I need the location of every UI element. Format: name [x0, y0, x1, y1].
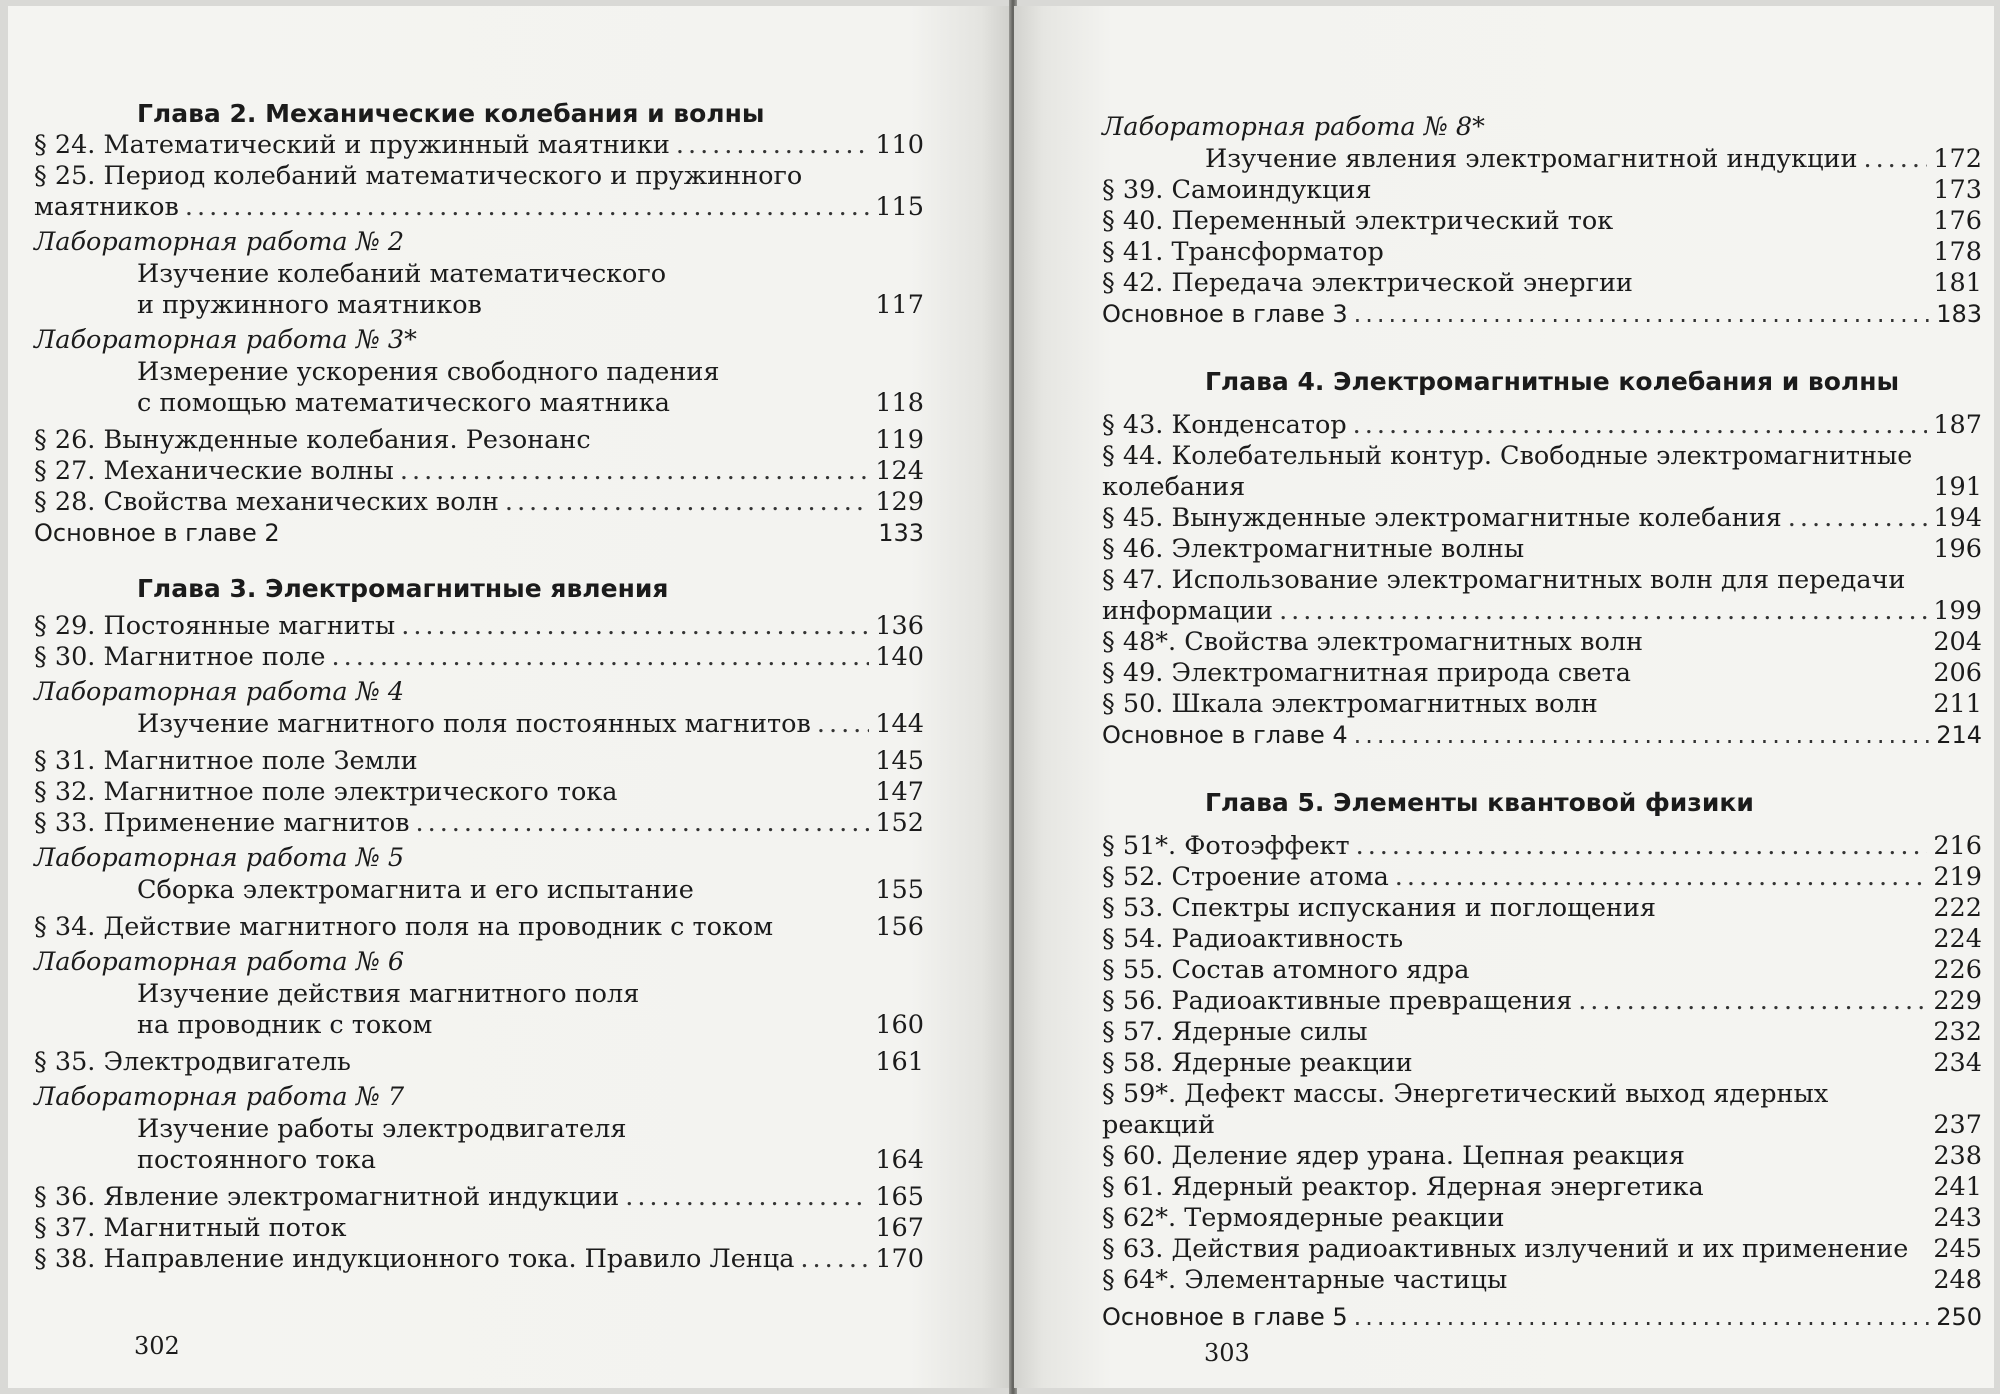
toc-entry-s64[interactable] — [1102, 1265, 1982, 1296]
entry-label: § 57. Ядерные силы — [1102, 1017, 1368, 1047]
toc-entry-s57[interactable] — [1102, 1017, 1982, 1048]
toc-entry-s26[interactable] — [34, 425, 924, 456]
entry-label: § 52. Строение атома — [1102, 862, 1389, 892]
entry-page: 204 — [1933, 627, 1982, 657]
entry-label: информации — [1102, 596, 1274, 626]
toc-entry-lab7[interactable] — [34, 1145, 924, 1176]
entry-page: 178 — [1933, 237, 1982, 267]
entry-label: § 45. Вынужденные электромагнитные колебания — [1102, 503, 1782, 533]
toc-entry-s63[interactable] — [1102, 1234, 1982, 1265]
toc-entry-s28[interactable] — [34, 487, 924, 518]
entry-label: § 36. Явление электромагнитной индукции — [34, 1182, 620, 1212]
chapter-3-title: Глава 3. Электромагнитные явления — [137, 574, 669, 603]
lab-6-title: Лабораторная работа № 6 — [34, 947, 405, 977]
entry-label: § 42. Передача электрической энергии — [1102, 268, 1633, 298]
entry-label: § 32. Магнитное поле электрического тока — [34, 777, 618, 807]
entry-page: 176 — [1933, 206, 1982, 236]
entry-label: § 64*. Элементарные частицы — [1102, 1265, 1508, 1295]
entry-page: 147 — [875, 777, 924, 807]
leader-dots — [331, 642, 869, 673]
entry-page: 229 — [1933, 986, 1982, 1016]
entry-page: 155 — [875, 875, 924, 905]
entry-page: 232 — [1933, 1017, 1982, 1047]
entry-page: 170 — [875, 1244, 924, 1274]
entry-page: 172 — [1933, 144, 1982, 174]
toc-entry-s25[interactable] — [34, 192, 924, 223]
entry-label: и пружинного маятников — [137, 290, 482, 320]
toc-entry-lab4[interactable] — [34, 709, 924, 740]
lab-7-title: Лабораторная работа № 7 — [34, 1082, 405, 1112]
entry-page: 167 — [875, 1213, 924, 1243]
entry-label: § 29. Постоянные магниты — [34, 611, 396, 641]
toc-entry-s48[interactable] — [1102, 627, 1982, 658]
toc-entry-s41[interactable] — [1102, 237, 1982, 268]
toc-entry-s62[interactable] — [1102, 1203, 1982, 1234]
entry-page: 241 — [1933, 1172, 1982, 1202]
entry-page: 181 — [1933, 268, 1982, 298]
entry-label: Основное в главе 3 — [1102, 300, 1348, 328]
toc-entry-s59[interactable] — [1102, 1110, 1982, 1141]
entry-label: § 37. Магнитный поток — [34, 1213, 347, 1243]
lab-5-title: Лабораторная работа № 5 — [34, 843, 405, 873]
entry-page: 219 — [1933, 862, 1982, 892]
entry-page: 144 — [875, 709, 924, 739]
entry-label: § 27. Механические волны — [34, 456, 394, 486]
entry-page: 222 — [1933, 893, 1982, 923]
entry-label: Сборка электромагнита и его испытание — [137, 875, 694, 905]
toc-entry-s44[interactable] — [1102, 472, 1982, 503]
entry-page: 117 — [875, 290, 924, 320]
entry-label: § 61. Ядерный реактор. Ядерная энергетика — [1102, 1172, 1704, 1202]
entry-label: Основное в главе 2 — [34, 519, 280, 547]
entry-label: § 38. Направление индукционного тока. Правило Ленца — [34, 1244, 795, 1274]
entry-page: 136 — [875, 611, 924, 641]
toc-entry-lab6[interactable] — [34, 1010, 924, 1041]
entry-label: Основное в главе 4 — [1102, 721, 1348, 749]
leader-dots — [625, 1182, 869, 1213]
lab-3-title: Лабораторная работа № 3* — [34, 325, 417, 355]
entry-page: 226 — [1933, 955, 1982, 985]
entry-page: 152 — [875, 808, 924, 838]
entry-page: 211 — [1933, 689, 1982, 719]
entry-label: § 58. Ядерные реакции — [1102, 1048, 1413, 1078]
entry-page: 164 — [875, 1145, 924, 1175]
entry-label: с помощью математического маятника — [137, 388, 670, 418]
chapter-5-title: Глава 5. Элементы квантовой физики — [1205, 788, 1754, 817]
toc-entry-s52[interactable] — [1102, 862, 1982, 893]
lab-3-line1: Измерение ускорения свободного падения — [137, 357, 720, 387]
page-number-left: 302 — [134, 1332, 180, 1360]
toc-entry-lab8[interactable] — [1102, 144, 1982, 175]
toc-entry-summary-5[interactable] — [1102, 1302, 1982, 1333]
toc-entry-s35[interactable] — [34, 1047, 924, 1078]
leader-dots — [1354, 720, 1931, 751]
toc-entry-summary-4[interactable] — [1102, 720, 1982, 751]
left-toc-column — [34, 98, 924, 1275]
entry-label: Основное в главе 5 — [1102, 1303, 1348, 1331]
entry-label: § 55. Состав атомного ядра — [1102, 955, 1470, 985]
leader-dots — [1354, 299, 1931, 330]
entry-page: 196 — [1933, 534, 1982, 564]
chapter-2-title: Глава 2. Механические колебания и волны — [137, 99, 765, 128]
entry-label: § 40. Переменный электрический ток — [1102, 206, 1614, 236]
entry-label: § 34. Действие магнитного поля на проводник с током — [34, 912, 774, 942]
leader-dots — [185, 192, 869, 223]
toc-entry-s38[interactable] — [34, 1244, 924, 1275]
entry-page: 145 — [875, 746, 924, 776]
entry-label: § 35. Электродвигатель — [34, 1047, 351, 1077]
entry-label: § 63. Действия радиоактивных излучений и их применение — [1102, 1234, 1909, 1264]
entry-page: 245 — [1933, 1234, 1982, 1264]
toc-entry-s45[interactable] — [1102, 503, 1982, 534]
toc-entry-s44-line1: § 44. Колебательный контур. Свободные электромагнитные — [1102, 441, 1913, 471]
leader-dots — [817, 709, 869, 740]
entry-label: реакций — [1102, 1110, 1215, 1140]
leader-dots — [1353, 410, 1928, 441]
lab-6-line1: Изучение действия магнитного поля — [137, 979, 640, 1009]
leader-dots — [401, 611, 869, 642]
leader-dots — [1279, 596, 1927, 627]
entry-page: 187 — [1933, 410, 1982, 440]
entry-label: § 41. Трансформатор — [1102, 237, 1384, 267]
entry-label: § 28. Свойства механических волн — [34, 487, 499, 517]
page-number-right: 303 — [1204, 1339, 1250, 1367]
leader-dots — [1354, 1302, 1931, 1333]
entry-label: § 49. Электромагнитная природа света — [1102, 658, 1631, 688]
toc-entry-s51[interactable] — [1102, 831, 1982, 862]
toc-entry-s59-line1: § 59*. Дефект массы. Энергетический выход ядерных — [1102, 1079, 1829, 1109]
toc-entry-s55[interactable] — [1102, 955, 1982, 986]
entry-label: Изучение магнитного поля постоянных магнитов — [137, 709, 811, 739]
entry-page: 160 — [875, 1010, 924, 1040]
leader-dots — [1395, 862, 1928, 893]
entry-page: 133 — [878, 519, 924, 547]
entry-page: 191 — [1933, 472, 1982, 502]
entry-label: § 24. Математический и пружинный маятники — [34, 130, 670, 160]
entry-page: 156 — [875, 912, 924, 942]
entry-page: 216 — [1933, 831, 1982, 861]
toc-entry-summary-3[interactable] — [1102, 299, 1982, 330]
leader-dots — [505, 487, 869, 518]
entry-label: колебания — [1102, 472, 1246, 502]
lab-2-title: Лабораторная работа № 2 — [34, 227, 405, 257]
toc-entry-s53[interactable] — [1102, 893, 1982, 924]
entry-label: § 60. Деление ядер урана. Цепная реакция — [1102, 1141, 1685, 1171]
entry-label: § 48*. Свойства электромагнитных волн — [1102, 627, 1644, 657]
toc-entry-s27[interactable] — [34, 456, 924, 487]
toc-entry-s33[interactable] — [34, 808, 924, 839]
entry-label: § 54. Радиоактивность — [1102, 924, 1404, 954]
entry-label: маятников — [34, 192, 179, 222]
toc-entry-s42[interactable] — [1102, 268, 1982, 299]
lab-4-title: Лабораторная работа № 4 — [34, 677, 405, 707]
entry-page: 250 — [1936, 1303, 1982, 1331]
leader-dots — [1863, 144, 1927, 175]
toc-entry-s36[interactable] — [34, 1182, 924, 1213]
toc-entry-s58[interactable] — [1102, 1048, 1982, 1079]
leader-dots — [415, 808, 869, 839]
entry-label: § 46. Электромагнитные волны — [1102, 534, 1525, 564]
toc-entry-s24[interactable] — [34, 130, 924, 161]
entry-page: 194 — [1933, 503, 1982, 533]
lab-8-title: Лабораторная работа № 8* — [1102, 112, 1485, 142]
toc-entry-lab5[interactable] — [34, 875, 924, 906]
entry-page: 237 — [1933, 1110, 1982, 1140]
leader-dots — [1578, 986, 1927, 1017]
left-page — [8, 6, 1011, 1388]
entry-label: на проводник с током — [137, 1010, 433, 1040]
entry-page: 199 — [1933, 596, 1982, 626]
toc-entry-s60[interactable] — [1102, 1141, 1982, 1172]
right-page — [1014, 6, 1994, 1388]
toc-entry-s32[interactable] — [34, 777, 924, 808]
leader-dots — [800, 1244, 869, 1275]
entry-label: § 53. Спектры испускания и поглощения — [1102, 893, 1657, 923]
lab-2-line1: Изучение колебаний математического — [137, 259, 667, 289]
entry-label: § 51*. Фотоэффект — [1102, 831, 1350, 861]
entry-page: 206 — [1933, 658, 1982, 688]
toc-entry-s43[interactable] — [1102, 410, 1982, 441]
toc-entry-s47-line1: § 47. Использование электромагнитных волн для передачи — [1102, 565, 1906, 595]
entry-page: 224 — [1933, 924, 1982, 954]
entry-page: 119 — [875, 425, 924, 455]
toc-entry-s46[interactable] — [1102, 534, 1982, 565]
toc-entry-s56[interactable] — [1102, 986, 1982, 1017]
entry-page: 173 — [1933, 175, 1982, 205]
entry-page: 165 — [875, 1182, 924, 1212]
toc-entry-lab3[interactable] — [34, 388, 924, 419]
toc-entry-s40[interactable] — [1102, 206, 1982, 237]
entry-page: 140 — [875, 642, 924, 672]
entry-label: § 62*. Термоядерные реакции — [1102, 1203, 1505, 1233]
entry-page: 129 — [875, 487, 924, 517]
entry-page: 118 — [875, 388, 924, 418]
entry-label: § 50. Шкала электромагнитных волн — [1102, 689, 1598, 719]
entry-label: § 31. Магнитное поле Земли — [34, 746, 418, 776]
toc-entry-s34[interactable] — [34, 912, 924, 943]
leader-dots — [1356, 831, 1928, 862]
toc-entry-summary-2[interactable] — [34, 518, 924, 549]
toc-entry-s50[interactable] — [1102, 689, 1982, 720]
entry-page: 234 — [1933, 1048, 1982, 1078]
toc-entry-s37[interactable] — [34, 1213, 924, 1244]
entry-label: § 26. Вынужденные колебания. Резонанс — [34, 425, 591, 455]
entry-label: Изучение явления электромагнитной индукции — [1205, 144, 1858, 174]
toc-entry-s31[interactable] — [34, 746, 924, 777]
toc-entry-s30[interactable] — [34, 642, 924, 673]
toc-entry-s61[interactable] — [1102, 1172, 1982, 1203]
chapter-4-title: Глава 4. Электромагнитные колебания и волны — [1205, 367, 1900, 396]
entry-page: 243 — [1933, 1203, 1982, 1233]
entry-page: 238 — [1933, 1141, 1982, 1171]
entry-page: 161 — [875, 1047, 924, 1077]
entry-page: 183 — [1936, 300, 1982, 328]
lab-7-line1: Изучение работы электродвигателя — [137, 1114, 627, 1144]
entry-page: 124 — [875, 456, 924, 486]
leader-dots — [1788, 503, 1928, 534]
toc-entry-s47[interactable] — [1102, 596, 1982, 627]
entry-page: 214 — [1936, 721, 1982, 749]
toc-entry-s25-line1: § 25. Период колебаний математического и пружинного — [34, 161, 803, 191]
toc-entry-s49[interactable] — [1102, 658, 1982, 689]
toc-entry-s54[interactable] — [1102, 924, 1982, 955]
toc-entry-lab2[interactable] — [34, 290, 924, 321]
entry-label: § 43. Конденсатор — [1102, 410, 1347, 440]
right-toc-column — [1102, 110, 1982, 1333]
entry-label: § 39. Самоиндукция — [1102, 175, 1372, 205]
entry-label: § 56. Радиоактивные превращения — [1102, 986, 1573, 1016]
toc-entry-s29[interactable] — [34, 611, 924, 642]
entry-label: постоянного тока — [137, 1145, 376, 1175]
entry-label: § 33. Применение магнитов — [34, 808, 410, 838]
entry-label: § 30. Магнитное поле — [34, 642, 326, 672]
entry-page: 115 — [875, 192, 924, 222]
toc-entry-s39[interactable] — [1102, 175, 1982, 206]
entry-page: 248 — [1933, 1265, 1982, 1295]
leader-dots — [676, 130, 869, 161]
entry-page: 110 — [875, 130, 924, 160]
leader-dots — [400, 456, 869, 487]
